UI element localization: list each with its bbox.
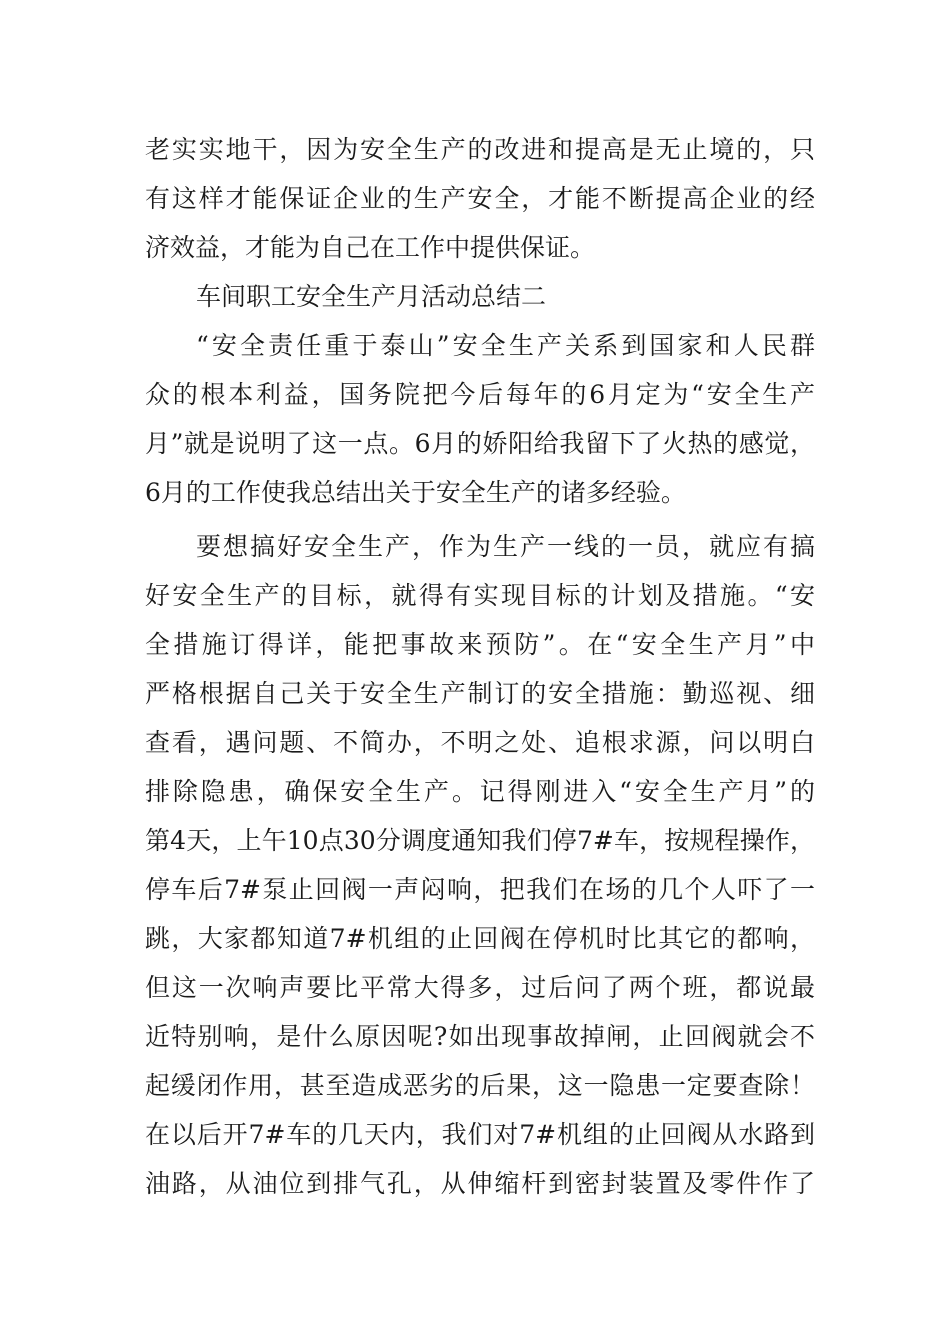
text-line: 跳，大家都知道7#机组的止回阀在停机时比其它的都响， bbox=[145, 924, 815, 953]
section-heading: 车间职工安全生产月活动总结二 bbox=[196, 282, 547, 311]
text-line: 在以后开7#车的几天内，我们对7#机组的止回阀从水路到 bbox=[145, 1120, 815, 1149]
text-line: 油路，从油位到排气孔，从伸缩杆到密封装置及零件作了 bbox=[145, 1169, 815, 1198]
text-line: 第4天，上午10点30分调度通知我们停7#车，按规程操作， bbox=[145, 826, 815, 855]
text-line: “安全责任重于泰山”安全生产关系到国家和人民群 bbox=[196, 331, 815, 360]
text-line: 全措施订得详，能把事故来预防”。在“安全生产月”中 bbox=[145, 630, 815, 659]
text-line: 济效益，才能为自己在工作中提供保证。 bbox=[145, 233, 596, 262]
text-line: 要想搞好安全生产，作为生产一线的一员，就应有搞 bbox=[196, 532, 815, 561]
text-line: 查看，遇问题、不简办，不明之处、追根求源，问以明白 bbox=[145, 728, 815, 757]
text-line: 排除隐患，确保安全生产。记得刚进入“安全生产月”的 bbox=[145, 777, 815, 806]
text-line: 停车后7#泵止回阀一声闷响，把我们在场的几个人吓了一 bbox=[145, 875, 815, 904]
text-line: 有这样才能保证企业的生产安全，才能不断提高企业的经 bbox=[145, 184, 815, 213]
text-line: 但这一次响声要比平常大得多，过后问了两个班，都说最 bbox=[145, 973, 815, 1002]
text-line: 众的根本利益，国务院把今后每年的6月定为“安全生产 bbox=[145, 380, 815, 409]
text-line: 月”就是说明了这一点。6月的娇阳给我留下了火热的感觉， bbox=[145, 429, 815, 458]
text-line: 近特别响，是什么原因呢?如出现事故掉闸，止回阀就会不 bbox=[145, 1022, 815, 1051]
text-line: 好安全生产的目标，就得有实现目标的计划及措施。“安 bbox=[145, 581, 815, 610]
text-line: 老实实地干，因为安全生产的改进和提高是无止境的，只 bbox=[145, 135, 815, 164]
text-line: 起缓闭作用，甚至造成恶劣的后果，这一隐患一定要查除！ bbox=[145, 1071, 815, 1100]
text-line: 严格根据自己关于安全生产制订的安全措施：勤巡视、细 bbox=[145, 679, 815, 708]
text-line: 6月的工作使我总结出关于安全生产的诸多经验。 bbox=[145, 478, 686, 507]
